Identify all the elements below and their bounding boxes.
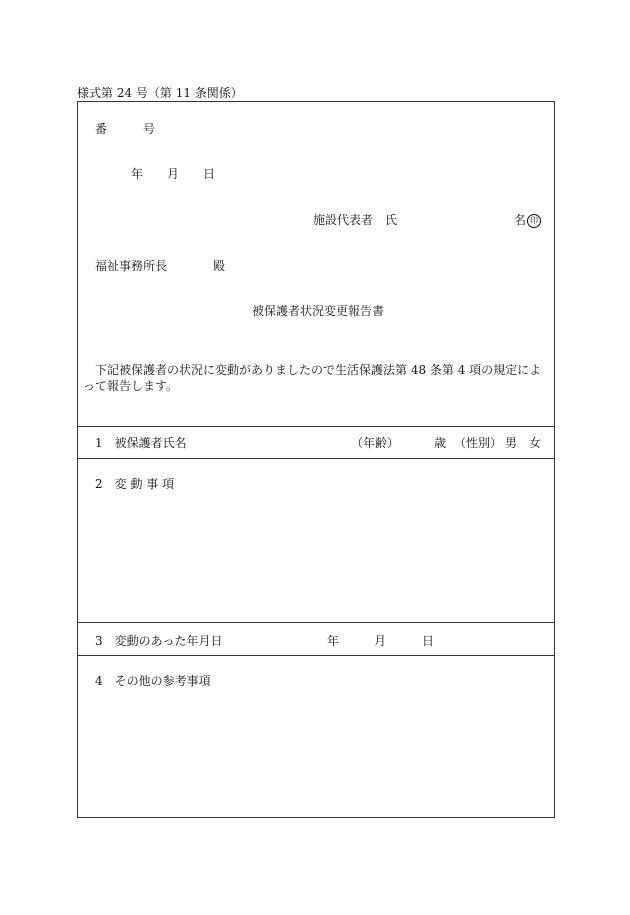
age-label: （年齢） <box>351 436 400 450</box>
divider <box>78 655 554 656</box>
body-text: 下記被保護者の状況に変動がありましたので生活保護法第 48 条第 4 項の規定によって報告します。 <box>83 363 542 393</box>
name-seal-field <box>514 211 541 228</box>
change-month-label: 月 <box>374 634 387 648</box>
divider <box>78 426 554 427</box>
number-label: 番 号 <box>95 122 156 136</box>
name-suffix: 名 <box>514 213 527 227</box>
seal-mark: 印 <box>527 214 541 228</box>
sex-male: 男 <box>505 436 518 450</box>
addressee: 福祉事務所長 <box>95 259 168 273</box>
form-number: 様式第 24 号（第 11 条関係） <box>77 86 243 100</box>
divider <box>78 622 554 623</box>
section2-label: 2 変 動 事 項 <box>95 477 175 491</box>
honorific: 殿 <box>213 259 226 273</box>
section3-label: 3 変動のあった年月日 <box>95 634 223 648</box>
sex-label: （性別） <box>454 436 503 450</box>
date-day-label: 日 <box>203 167 216 181</box>
section1-label: 1 被保護者氏名 <box>95 436 187 450</box>
representative-label: 施設代表者 氏 <box>313 213 398 227</box>
sex-female: 女 <box>529 436 542 450</box>
report-form-frame <box>77 101 555 818</box>
divider <box>78 458 554 459</box>
date-year-label: 年 <box>131 167 144 181</box>
change-day-label: 日 <box>422 634 435 648</box>
age-unit: 歳 <box>434 436 447 450</box>
document-title: 被保護者状況変更報告書 <box>252 304 385 318</box>
date-month-label: 月 <box>167 167 180 181</box>
change-year-label: 年 <box>327 634 340 648</box>
section4-label: 4 その他の参考事項 <box>95 674 211 688</box>
